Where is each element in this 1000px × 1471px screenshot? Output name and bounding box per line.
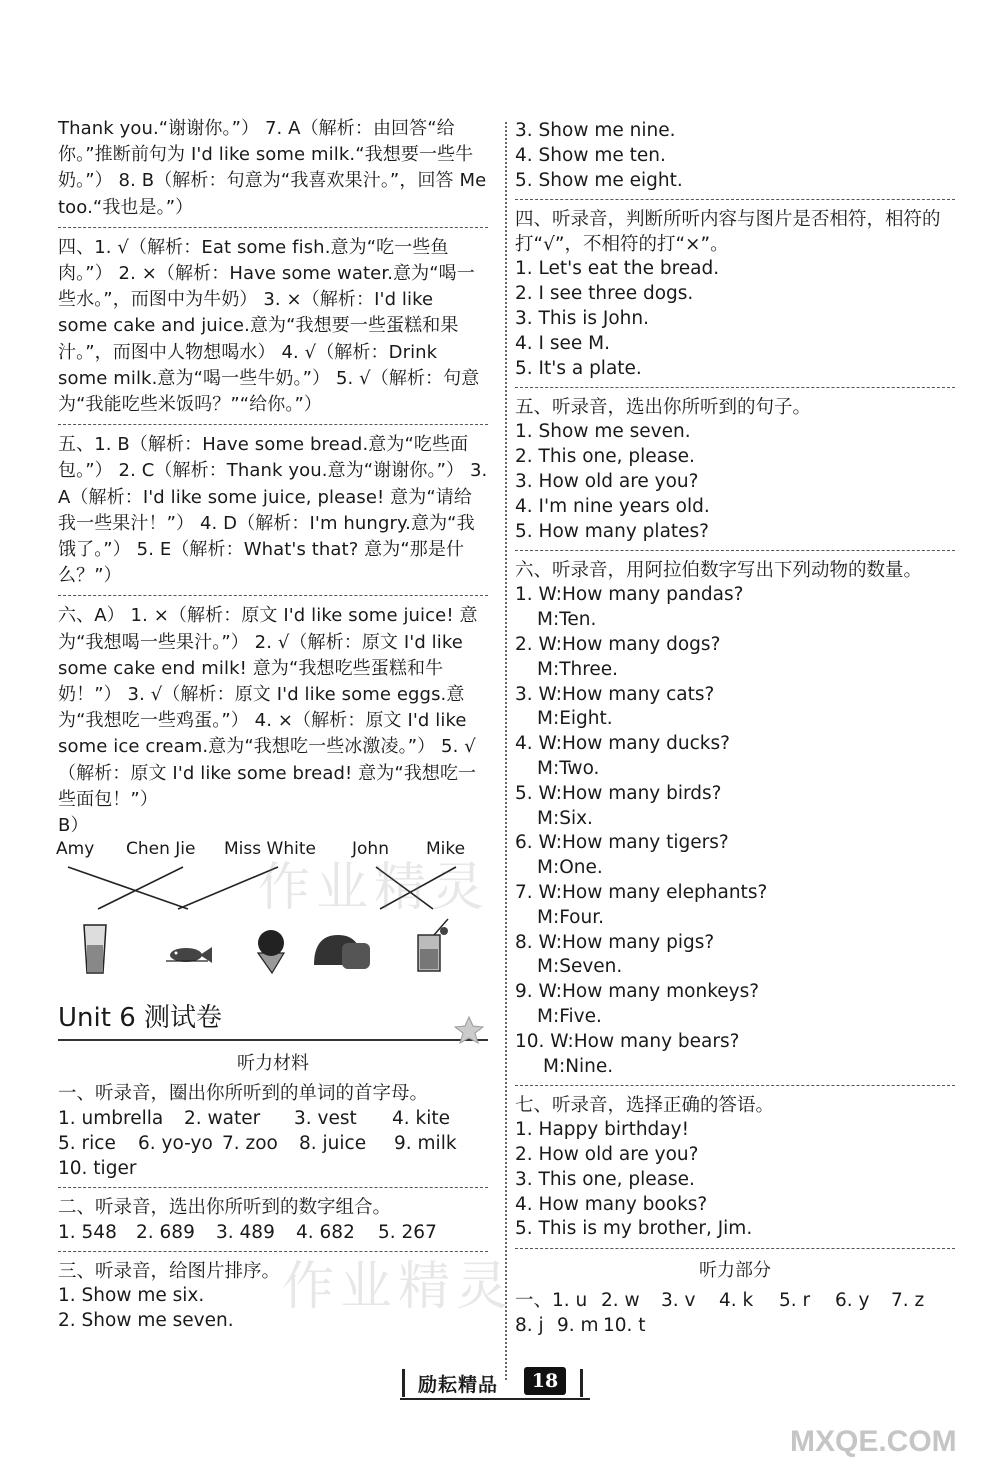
- list-item: 3. Show me nine.: [515, 120, 676, 141]
- item: 1. 548: [58, 1222, 117, 1244]
- question-line: 10. W:How many bears?: [515, 1030, 740, 1052]
- list-item: 1. Show me six.: [58, 1285, 205, 1307]
- part-b-label: B）: [58, 815, 89, 837]
- section-4-heading: 四、听录音，判断所听内容与图片是否相符，相符的打“√”，不相符的打“×”。: [515, 209, 941, 256]
- fish-icon: [166, 947, 212, 963]
- answer-item: 2. w: [601, 1290, 640, 1312]
- answer-row-2: [515, 1313, 955, 1338]
- star-icon: [454, 1015, 484, 1045]
- list-item: 1. Happy birthday!: [515, 1119, 690, 1141]
- column-divider: [505, 122, 507, 1380]
- section-1-row-3: [58, 1156, 488, 1181]
- section-1-row-1: [58, 1106, 488, 1131]
- site-watermark: MXQE.COM: [790, 1425, 957, 1458]
- footer-bar-left: [402, 1369, 405, 1397]
- question-line: 1. W:How many pandas?: [515, 584, 744, 606]
- list-item: 1. Show me seven.: [515, 421, 691, 443]
- item: 10. tiger: [58, 1158, 137, 1180]
- section-5-list: [515, 420, 955, 544]
- title-rule: [58, 1039, 488, 1041]
- left-column: [56, 116, 491, 1334]
- juice-glass-icon: [418, 919, 448, 971]
- watermark: 作业精灵: [258, 858, 491, 918]
- bread-icon: [314, 935, 370, 969]
- dashed-separator: [515, 387, 955, 388]
- item: 9. milk: [394, 1133, 457, 1155]
- answer-line: M:Seven.: [537, 956, 623, 978]
- listening-answers-title: 听力部分: [699, 1260, 771, 1282]
- section-6-heading: 六、听录音，用阿拉伯数字写出下列动物的数量。: [515, 560, 923, 582]
- item: 7. zoo: [222, 1133, 278, 1155]
- list-item: 1. Let's eat the bread.: [515, 258, 720, 280]
- question-line: 8. W:How many pigs?: [515, 931, 715, 953]
- answer-line: M:Ten.: [537, 609, 597, 631]
- item: 4. 682: [296, 1222, 355, 1244]
- list-item: 5. It's a plate.: [515, 357, 642, 379]
- dashed-separator: [515, 1085, 955, 1086]
- answer-line: M:Two.: [537, 757, 600, 779]
- answer-item: 8. j: [515, 1315, 544, 1337]
- dashed-separator: [515, 550, 955, 551]
- list-item: 2. This one, please.: [515, 446, 695, 468]
- dashed-separator: [515, 199, 955, 200]
- dashed-separator: [58, 595, 488, 596]
- question-line: 6. W:How many tigers?: [515, 832, 729, 854]
- dashed-separator: [58, 424, 488, 425]
- watermark: 作业精灵: [282, 1257, 515, 1317]
- section-1-row-2: [58, 1131, 488, 1156]
- footer-brand: 励耘精品: [418, 1374, 499, 1396]
- section-3-continued: [515, 119, 955, 193]
- list-item: 3. This is John.: [515, 307, 649, 329]
- item: 5. 267: [378, 1222, 437, 1244]
- answer-item: 一、1. u: [515, 1290, 588, 1312]
- page-number: 18: [524, 1367, 566, 1395]
- unit-title: Unit 6 测试卷: [58, 1003, 222, 1034]
- item: 3. 489: [216, 1222, 275, 1244]
- question-line: 9. W:How many monkeys?: [515, 981, 760, 1003]
- answer-line: M:Three.: [537, 658, 619, 680]
- question-line: 3. W:How many cats?: [515, 683, 715, 705]
- right-column: [515, 119, 955, 1338]
- item: 2. 689: [136, 1222, 195, 1244]
- section-2-row: [58, 1220, 488, 1245]
- list-item: 3. This one, please.: [515, 1168, 695, 1190]
- item: 6. yo-yo: [138, 1133, 213, 1155]
- footer-bar-right: [580, 1369, 583, 1397]
- name-chen-jie: Chen Jie: [126, 839, 196, 860]
- item: 3. vest: [294, 1108, 357, 1130]
- answer-item: 9. m: [557, 1315, 599, 1337]
- name-amy: Amy: [56, 839, 95, 860]
- section-7-list: [515, 1118, 955, 1242]
- answer-row-1: [515, 1288, 955, 1313]
- section-4-list: [515, 257, 955, 381]
- answer-item: 3. v: [661, 1290, 696, 1312]
- section-5-heading: 五、听录音，选出你所听到的句子。: [515, 397, 812, 419]
- question-line: 5. W:How many birds?: [515, 782, 722, 804]
- list-item: 2. How old are you?: [515, 1144, 699, 1166]
- item: 4. kite: [392, 1108, 451, 1130]
- section-7-heading: 七、听录音，选择正确的答语。: [515, 1095, 775, 1117]
- list-item: 4. I see M.: [515, 332, 610, 354]
- answer-line: M:Four.: [537, 906, 605, 928]
- answer-item: 4. k: [719, 1290, 754, 1312]
- list-item: 5. How many plates?: [515, 520, 709, 542]
- answer-line: M:Eight.: [537, 708, 613, 730]
- name-miss-white: Miss White: [224, 839, 316, 860]
- section-2-heading: 二、听录音，选出你所听到的数字组合。: [58, 1197, 392, 1219]
- list-item: 3. How old are you?: [515, 470, 699, 492]
- answer-line: M:Six.: [537, 807, 593, 829]
- item: 1. umbrella: [58, 1108, 164, 1130]
- answer-item: 5. r: [779, 1290, 811, 1312]
- section-6-list: [515, 583, 955, 1079]
- answer-line: M:Five.: [537, 1005, 602, 1027]
- answer-section-6: 六、A） 1. ×（解析：原文 I'd like some juice! 意为“我想喝一些果汁。”） 2. √（解析：原文 I'd like some cake end milk! 意为“我想吃些蛋糕和牛奶！”） 3. √（解析：原文 I'd like some eggs.意为“我想吃一些鸡蛋。”） 4. ×（解析：原文 I'd like some ice cream.意为“我想吃一些冰激凌。”） 5. √（解析：原文 I'd like some bread! 意为“我想吃一些面包！”）: [58, 605, 478, 810]
- section-1-heading: 一、听录音，圈出你所听到的单词的首字母。: [58, 1083, 429, 1105]
- answer-item: 10. t: [603, 1315, 646, 1337]
- list-item: 2. I see three dogs.: [515, 283, 694, 305]
- milk-glass-icon: [84, 925, 106, 973]
- answer-section-5: 五、1. B（解析：Have some bread.意为“吃些面包。”） 2. C（解析：Thank you.意为“谢谢你。”） 3. A（解析：I'd like some juice, please! 意为“请给我一些果汁！”） 4. D（解析：I'm hungry.意为“我饿了。”） 5. E（解析：What's that? 意为“那是什么？”）: [58, 434, 488, 587]
- page-footer: [390, 1365, 605, 1401]
- list-item: 4. How many books?: [515, 1193, 708, 1215]
- answer-section-4: 四、1. √（解析：Eat some fish.意为“吃一些鱼肉。”） 2. ×（解析：Have some water.意为“喝一些水。”，而图中为牛奶） 3. ×（解析：I'd like some cake and juice.意为“我想要一些蛋糕和果汁。”，而图中人物想喝水） 4. √（解析：Drink some milk.意为“喝一些牛奶。”） 5. √（解析：句意为“我能吃些米饭吗？”“给你。”）: [58, 236, 480, 416]
- question-line: 2. W:How many dogs?: [515, 633, 721, 655]
- list-item: 4. I'm nine years old.: [515, 495, 710, 517]
- answer-item: 6. y: [835, 1290, 870, 1312]
- listening-material-title: 听力材料: [237, 1053, 309, 1075]
- list-item: 2. Show me seven.: [58, 1310, 234, 1332]
- ice-cream-icon: [258, 930, 284, 973]
- dashed-separator: [58, 1187, 488, 1188]
- name-john: John: [352, 839, 389, 860]
- answer-line: M:One.: [537, 857, 603, 879]
- answer-paragraph-3-cont: Thank you.“谢谢你。”） 7. A（解析：由回答“给你。”推断前句为 I'd like some milk.“我想要一些牛奶。”） 8. B（解析：句意为“我喜欢果汁。”，回答 Me too.“我也是。”）: [58, 118, 487, 218]
- footer-underline: [400, 1398, 590, 1400]
- answer-line: M:Nine.: [543, 1055, 614, 1077]
- item: 8. juice: [299, 1133, 367, 1155]
- list-item: 4. Show me ten.: [515, 144, 666, 166]
- dashed-separator: [515, 1248, 955, 1249]
- item: 5. rice: [58, 1133, 116, 1155]
- list-item: 5. Show me eight.: [515, 169, 683, 191]
- section-3-heading: 三、听录音，给图片排序。: [58, 1261, 281, 1283]
- answer-item: 7. z: [891, 1290, 925, 1312]
- item: 2. water: [184, 1108, 261, 1130]
- dashed-separator: [58, 227, 488, 228]
- question-line: 4. W:How many ducks?: [515, 733, 730, 755]
- list-item: 5. This is my brother, Jim.: [515, 1218, 753, 1240]
- question-line: 7. W:How many elephants?: [515, 881, 768, 903]
- name-mike: Mike: [426, 839, 466, 860]
